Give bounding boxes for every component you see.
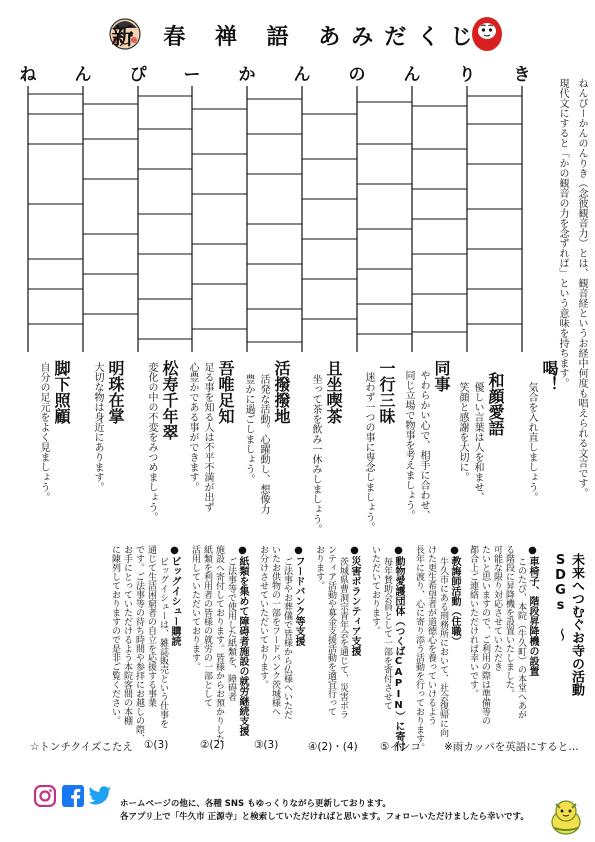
- ladder-header-kana: き: [513, 65, 531, 85]
- zen-item: [180, 360, 234, 530]
- activity-body: ご法事やお葬儀で皆様から仏様へいただ: [282, 557, 292, 719]
- instagram-icon[interactable]: [34, 785, 56, 807]
- ladder-header-kana: ん: [293, 65, 311, 85]
- ladder-header-kana: ん: [403, 65, 421, 85]
- activity-title: ●フードバンク等支援: [293, 545, 304, 646]
- ladder-header-kana: ん: [74, 65, 92, 85]
- activity-title: ●教誨師活動（住職）: [449, 545, 460, 646]
- zen-desc: やわらかい心で、相手に合わせ、: [418, 370, 429, 520]
- intro-line-2: 現代文にすると「かの観音の力を念ずれば」という意味を持ちます。: [557, 78, 568, 388]
- zen-desc: 同じ立場で物事を考えましょう。: [403, 370, 414, 520]
- activity-body: 牛久市にある刑務所において、社会復帰に向: [438, 557, 448, 737]
- activity-body: です。ご法事等の待ち時間や参拝にお越しの際、: [134, 545, 144, 743]
- ladder-header-kana: ね: [19, 65, 37, 85]
- quiz-answer: ⑤インコ: [380, 741, 421, 753]
- intro-line-1: ねんぴーかんのんりき（念彼観音力）とは、観音経というお経中何度も唱えられる文言です。: [576, 78, 587, 498]
- amidakuji-ladder: [0, 84, 540, 354]
- activity-body: ご法事等で使用した紙類を、障碍者: [226, 557, 236, 701]
- activity-item: [410, 545, 462, 752]
- activity-item: [186, 545, 250, 743]
- zen-desc: 笑顔と感謝を大切に。: [457, 382, 468, 482]
- zen-desc: 優しい言葉は人を和ませ、: [472, 382, 483, 502]
- activity-body: 可能な限り対応させていただき: [492, 545, 502, 671]
- zen-desc: 大切な物は身近にあります。: [92, 362, 103, 492]
- activity-item: [254, 545, 306, 725]
- ladder-header: [0, 60, 595, 86]
- zen-item: [508, 360, 558, 530]
- zen-word: 活撥撥地: [272, 360, 291, 424]
- quiz-note: ※雨カッパを英語にすると…: [444, 741, 579, 753]
- activity-body: いただいております。: [370, 545, 380, 635]
- activity-body: このたび、本院（牛久町）の本堂へあが: [516, 557, 526, 719]
- quiz-answers: [30, 735, 579, 757]
- zen-item: [72, 360, 124, 530]
- zen-word: 同事: [432, 360, 451, 392]
- activity-item: [108, 545, 182, 743]
- quiz-answer: ②(2): [200, 739, 225, 751]
- activity-body: おります。: [314, 545, 324, 590]
- activity-item: [466, 545, 540, 725]
- zen-item: [292, 360, 343, 534]
- zen-word: 吾唯足知: [216, 360, 235, 424]
- ladder-header-kana: か: [238, 65, 256, 85]
- zen-desc: 足る事を知る人は不平不満が出ず: [202, 362, 213, 512]
- zen-item: [452, 360, 504, 530]
- activity-body: 施設へ寄付しております。皆様からお預かりした: [214, 545, 224, 743]
- activities-title: 未来へつむぐお寺の活動: [569, 553, 584, 696]
- footer-line-1: ホームページの他に、各種 SNS もゆっくりながら更新しております。: [120, 799, 391, 809]
- zen-desc: 変化の中の不変をみつめましょう。: [146, 362, 157, 522]
- zen-item: [18, 360, 70, 530]
- activity-title: ●ビッグイシュー購読: [169, 545, 180, 646]
- ladder-header-kana: の: [348, 65, 366, 85]
- zen-item: [236, 360, 290, 530]
- zen-item: [345, 360, 395, 530]
- footer-text: [120, 798, 529, 824]
- activity-body: 都合上ご連絡いただければ幸いです。: [468, 545, 478, 698]
- activity-body: ビッグイシューは、雑誌販売という仕事を: [158, 557, 168, 728]
- zen-item: [398, 360, 450, 530]
- activity-body: たいと思いますので、ご利用の際は準備等の: [480, 545, 490, 725]
- quiz-answer: ①(3): [144, 739, 169, 751]
- activity-body: 通じて生活困窮者の自立を応援する事業: [146, 545, 156, 707]
- zen-word: 和顔愛語: [486, 372, 505, 436]
- activity-body: る階段に昇降機を設置いたしました。: [504, 545, 514, 698]
- zen-item: [128, 360, 178, 530]
- ladder-header-kana: ー: [183, 65, 201, 85]
- activities-header: SDGs ～: [553, 553, 568, 641]
- activity-body: いたお供物の一部をフードバンク茨城様へ: [270, 545, 280, 716]
- ladder-header-kana: ぴ: [129, 65, 147, 85]
- zen-desc: 迷わず一つの事に専念しましょう。: [363, 372, 374, 532]
- activity-title: ●車椅子、階段昇降機の設置: [527, 545, 538, 676]
- twitter-icon[interactable]: [88, 785, 112, 807]
- activity-body: 長年に渡り、心に寄り添う活動を行っております。: [414, 545, 424, 752]
- mascot-icon: [548, 798, 584, 836]
- activity-body: けた更生希望者が道徳心を養っていけるよう: [426, 545, 436, 725]
- activity-body: 毎年賛助会員として一部を寄付させて: [382, 557, 392, 710]
- footer-line-2: 各アプリ上で「牛久市 正源寺」と検索していただければと思います。フォローいただけましたら幸いです。: [120, 812, 529, 822]
- zen-word: 松寿千年翠: [160, 360, 179, 440]
- activity-body: お分けさせていただいております。: [258, 545, 268, 689]
- activity-title: ●動物愛護団体（つくばCAPIN）に寄付: [393, 545, 404, 751]
- activity-body: に陳列しておりますので是非ご覧ください。: [110, 545, 120, 725]
- zen-desc: 心豊かである事ができます。: [187, 362, 198, 492]
- activity-title: ●紙類を集めて障碍者施設の就労継続支援: [237, 545, 248, 736]
- quiz-answer: ③(3): [254, 739, 279, 751]
- facebook-icon[interactable]: [62, 785, 84, 807]
- zen-word: 一行三昧: [377, 360, 396, 424]
- page-title: 新 春 禅 語 あみだくじ: [111, 25, 484, 50]
- activity-item: [310, 545, 362, 725]
- activity-body: 活用していただいております。: [190, 545, 200, 671]
- quiz-label: ☆トンチクイズこたえ: [30, 741, 133, 753]
- zen-desc: 自分の足元をよく見ましょう。: [38, 362, 49, 502]
- zen-word: 喝！: [540, 360, 559, 392]
- zen-desc: 坐って茶を飲み一休みしましょう。: [310, 374, 321, 534]
- activity-title: ●災害ボランティア支援: [349, 545, 360, 656]
- quiz-answer: ④(2)・(4): [308, 741, 358, 753]
- ladder-header-kana: り: [458, 65, 476, 85]
- zen-word-list: [0, 360, 559, 534]
- zen-desc: 気合を入れ直しましょう。: [526, 382, 537, 502]
- zen-desc: 活発な活動。心躍動し、想像力: [258, 374, 269, 514]
- zen-word: 明珠在掌: [106, 360, 125, 424]
- activity-body: お手にとっていただけるよう本院客間の本棚: [122, 545, 132, 725]
- activity-body: 茨城県曹洞宗青年会を通じて、災害ボラ: [338, 557, 348, 719]
- zen-word: 且坐喫茶: [324, 360, 343, 424]
- zen-word: 脚下照顧: [52, 360, 71, 424]
- zen-desc: 豊かに過ごしましょう。: [243, 374, 254, 484]
- activity-body: ンティア活動や募金支援活動を適宜行って: [326, 545, 336, 716]
- activity-body: 紙類を利用者の皆様の就労の一部として: [202, 545, 212, 707]
